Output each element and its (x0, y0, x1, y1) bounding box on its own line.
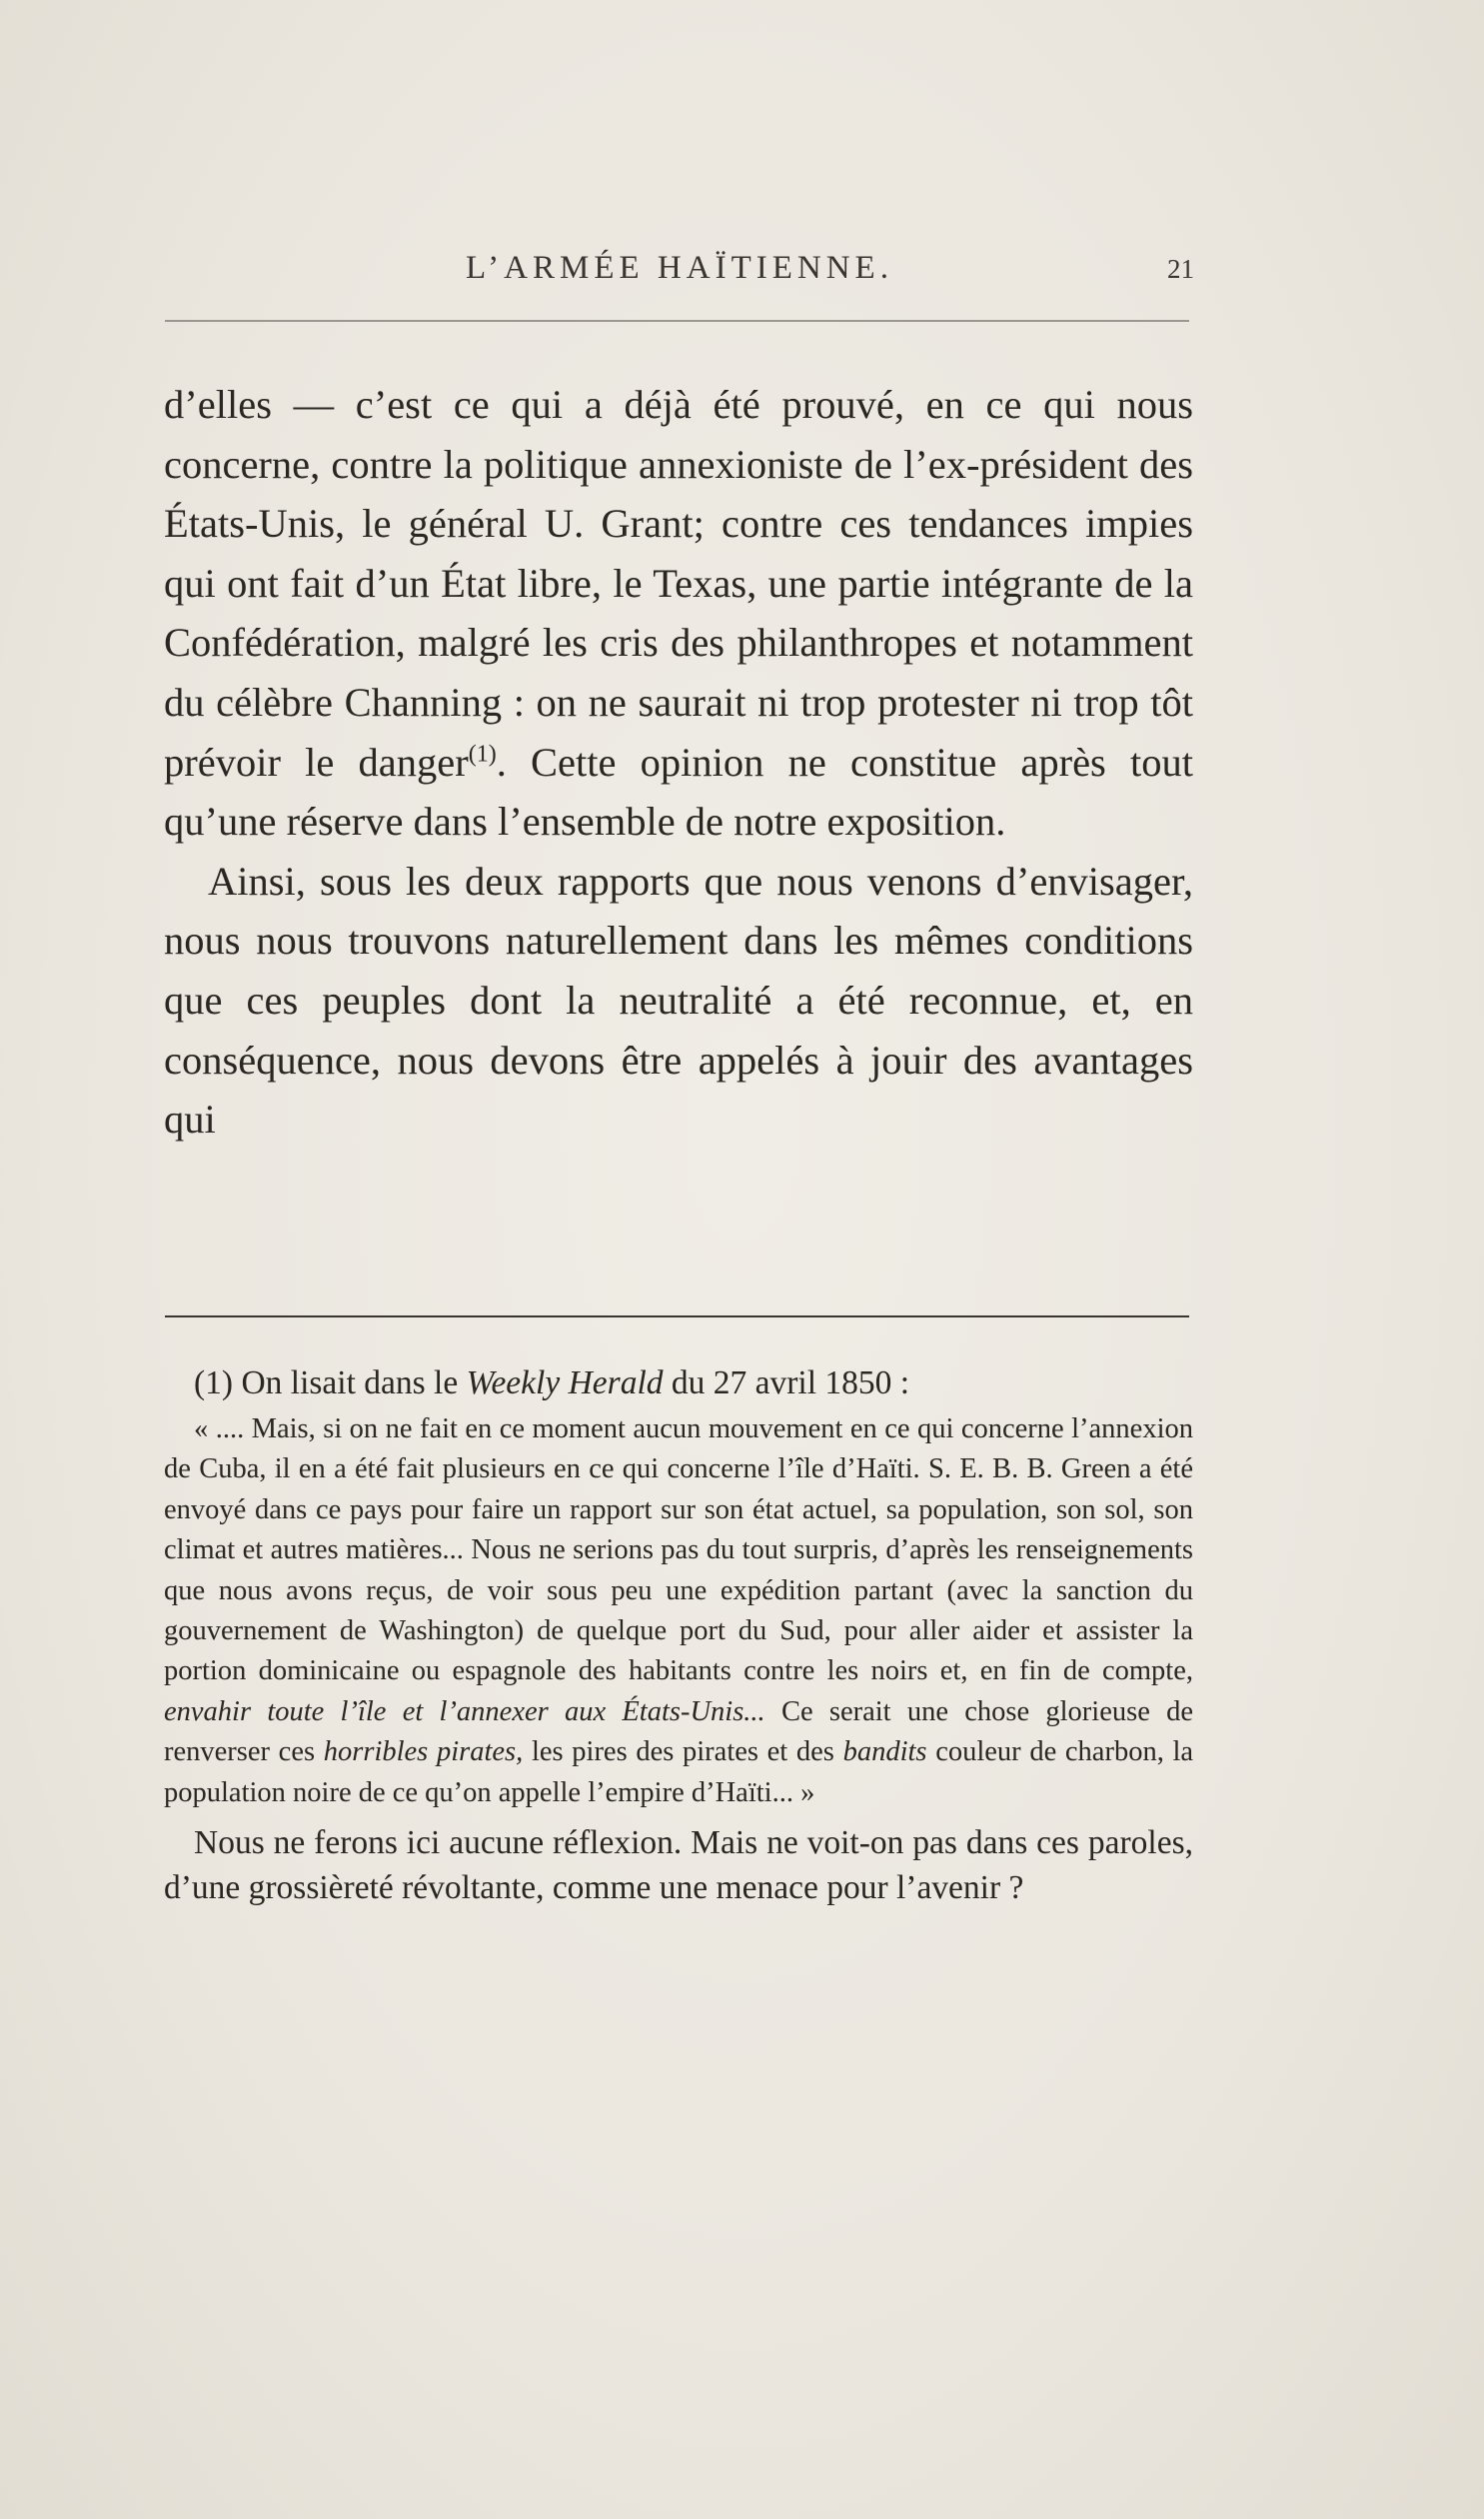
footnote (164, 1361, 1193, 1910)
paragraph-1-continued: . Cette opinion ne constitue après tout qu’une réserve dans l’ensemble de notre exposition. (164, 739, 1193, 845)
newspaper-title: Weekly Herald (466, 1364, 664, 1401)
footnote-quote (164, 1409, 1193, 1813)
footnote-reference: (1) (468, 741, 497, 768)
running-head (165, 250, 1194, 300)
footnote-date: du 27 avril 1850 : (671, 1364, 910, 1401)
footnote-intro-text: On lisait dans le (241, 1364, 459, 1401)
paragraph-1-text: d’elles — c’est ce qui a déjà été prouvé, en ce qui nous concerne, contre la politique annexioniste de l’ex-président des États-Unis, le général U. Grant; contre ces tendances impies qui ont fait d’un État libre, le Texas, une partie intégrante de la Confédération, malgré les cris des philanthropes et notamment du célèbre Channing : on ne saurait ni trop protester ni trop tôt prévoir le danger (164, 382, 1193, 785)
quote-part-3: les pires des pirates et des (531, 1736, 834, 1768)
header-rule (165, 320, 1189, 322)
quote-italic-3: bandits (842, 1736, 927, 1768)
footnote-intro (164, 1361, 1193, 1405)
main-text (164, 375, 1193, 1150)
footnote-marker: (1) (194, 1364, 234, 1401)
quote-italic-1: envahir toute l’île et l’annexer aux États-Unis... (164, 1695, 765, 1727)
running-title: L’ARMÉE HAÏTIENNE. (466, 250, 893, 286)
quote-part-1: « .... Mais, si on ne fait en ce moment aucun mouvement en ce qui concerne l’annexion de Cuba, il en a été fait plusieurs en ce qui concerne l’île d’Haïti. S. E. B. B. Green a été envoyé dans ce pays pour faire un rapport sur son état actuel, sa population, son sol, son climat et autres matières... Nous ne serions pas du tout surpris, d’après les renseignements que nous avons reçus, de voir sous peu une expédition partant (avec la sanction du gouvernement de Washington) de quelque port du Sud, pour aller aider et assister la portion dominicaine ou espagnole des habitants contre les noirs et, en fin de compte, (164, 1413, 1193, 1687)
paragraph-1 (164, 375, 1193, 852)
page-number: 21 (1167, 254, 1194, 284)
quote-italic-2: horribles pirates, (323, 1736, 524, 1768)
quote-part-2: Ce serait une chose glorieuse de renverser ces (164, 1695, 1194, 1768)
footnote-rule (165, 1315, 1189, 1317)
quote-part-4: couleur de charbon, la population noire de ce qu’on appelle l’empire d’Haïti... » (164, 1736, 1194, 1808)
footnote-commentary: Nous ne ferons ici aucune réflexion. Mais ne voit-on pas dans ces paroles, d’une grossièreté révoltante, comme une menace pour l’avenir ? (164, 1824, 1193, 1906)
paragraph-2: Ainsi, sous les deux rapports que nous venons d’envisager, nous nous trouvons naturellement dans les mêmes conditions que ces peuples dont la neutralité a été reconnue, et, en conséquence, nous devons être appelés à jouir des avantages qui (164, 858, 1193, 1143)
